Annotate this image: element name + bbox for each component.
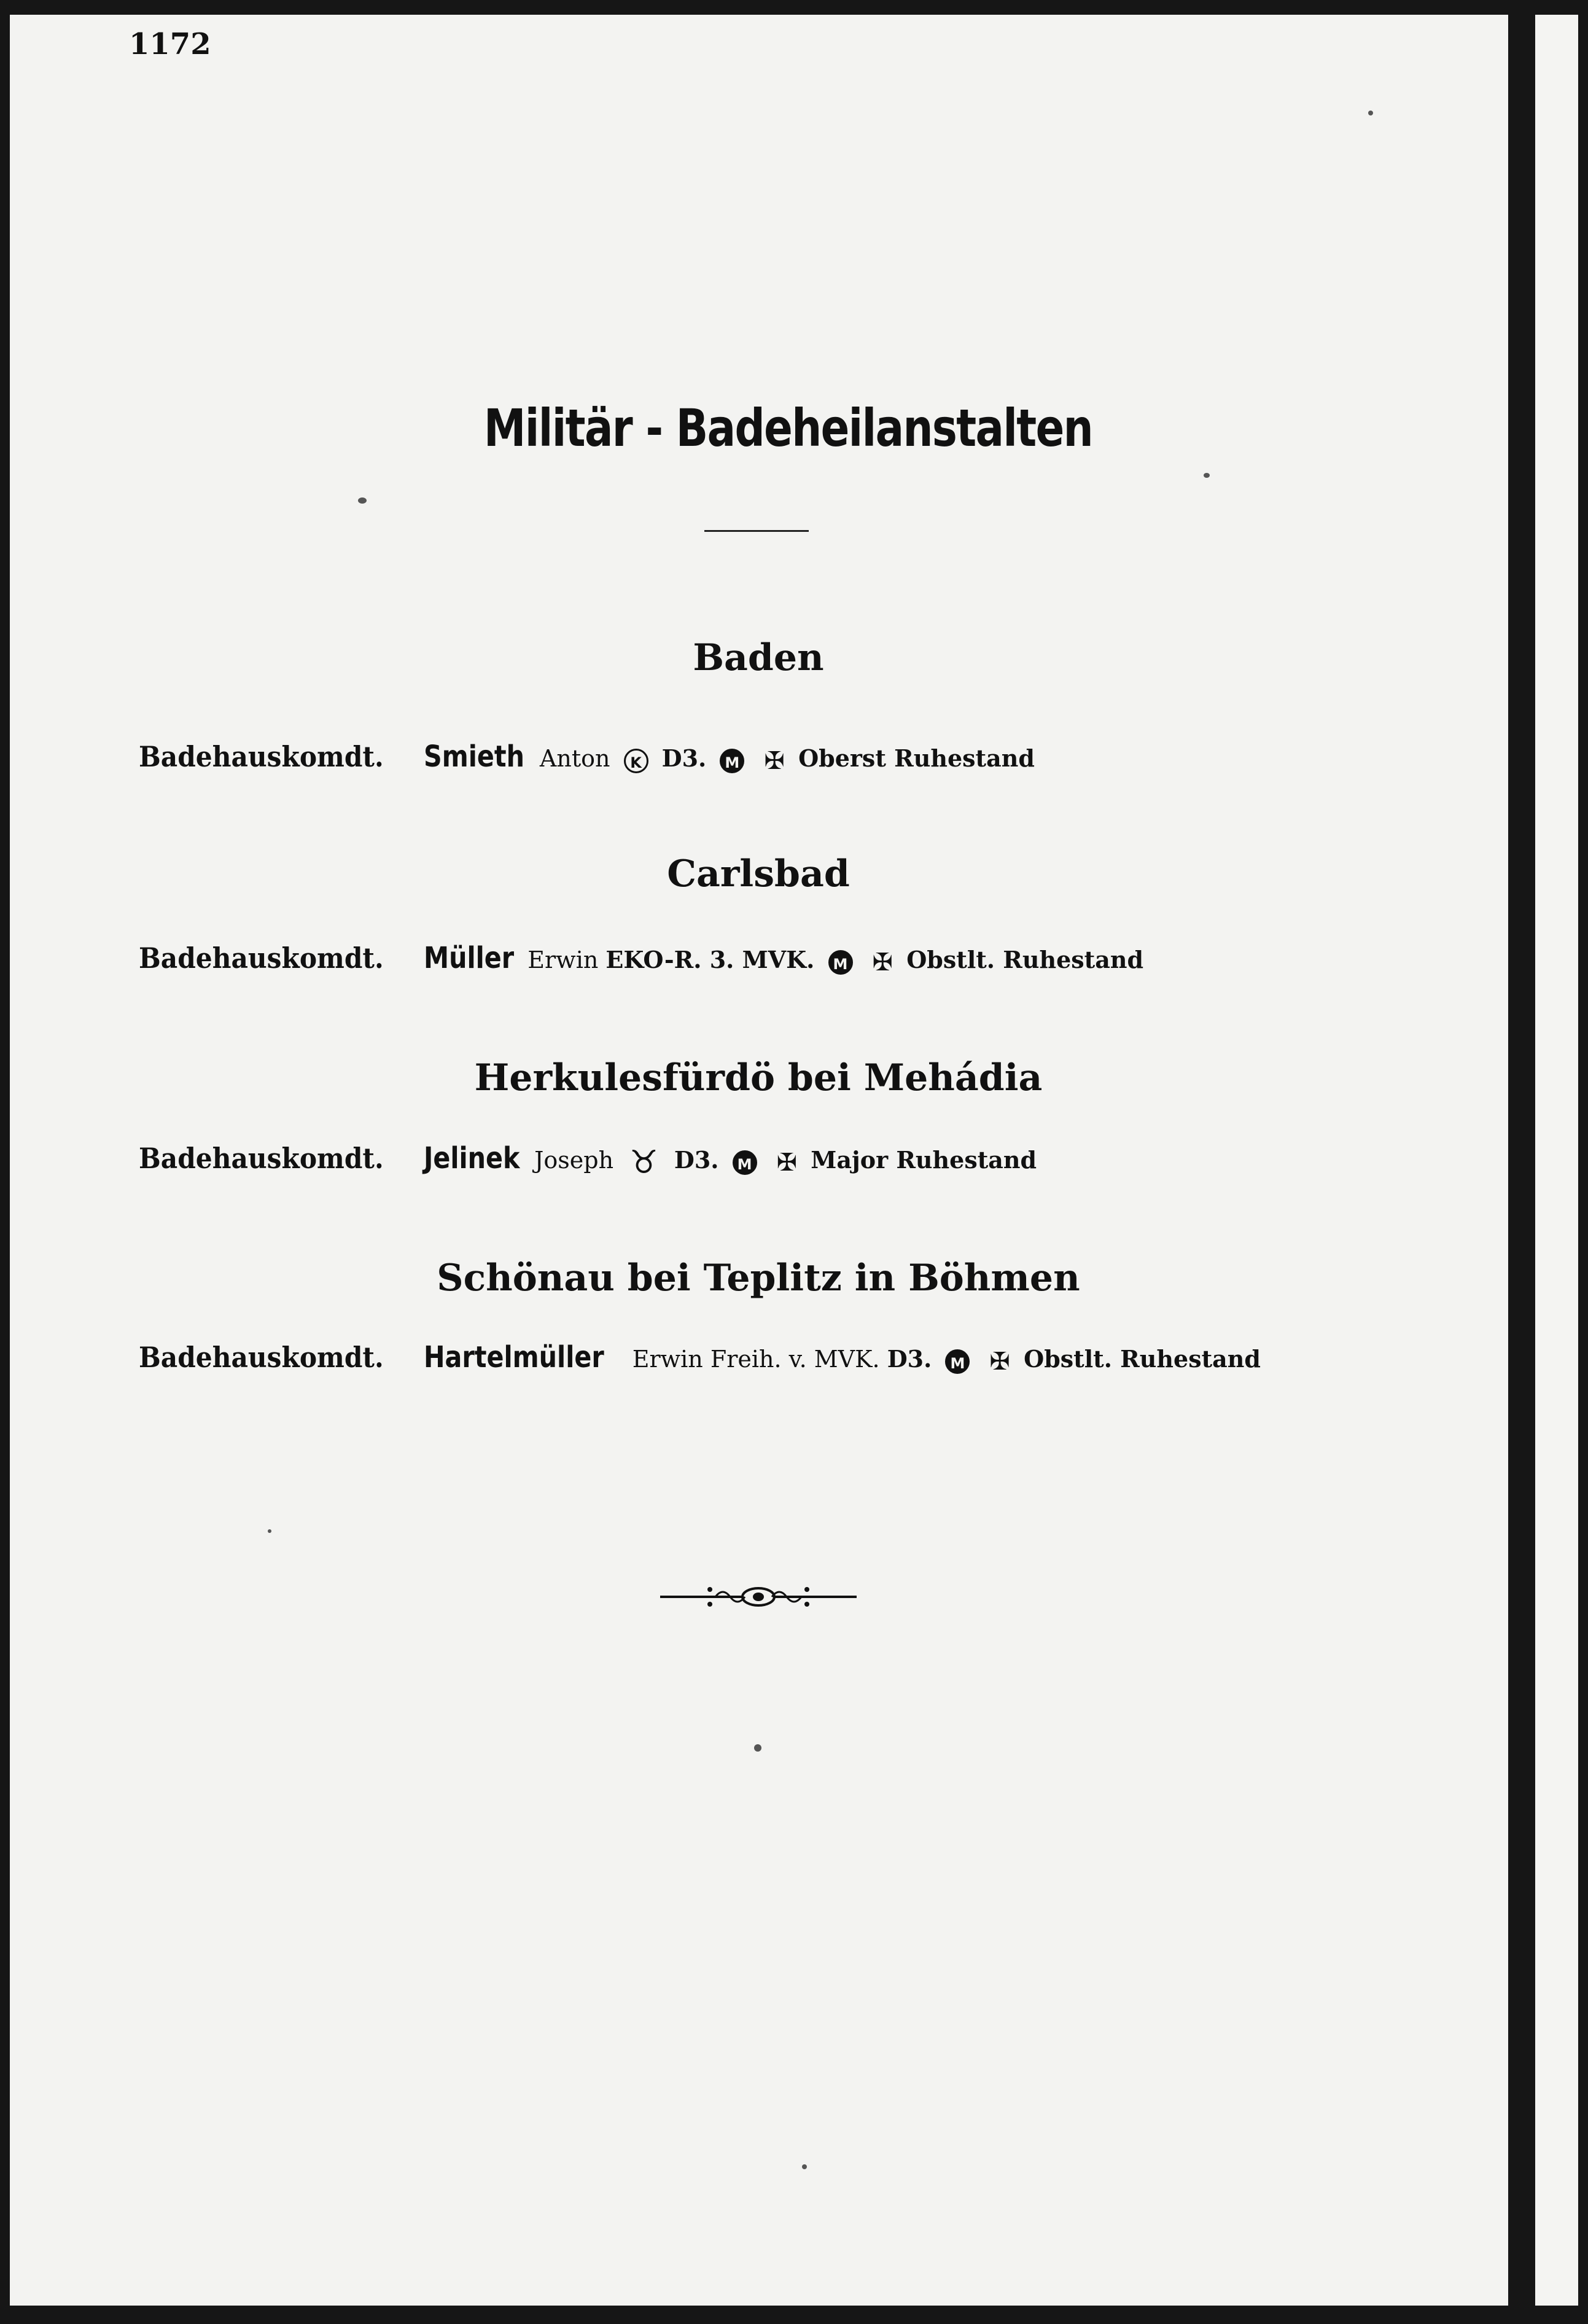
entry-decorations: EKO-R. 3. MVK. [605, 946, 815, 973]
entry-carlsbad [139, 943, 1143, 975]
scan-speck [1204, 473, 1210, 478]
ornamental-divider-icon [657, 1578, 860, 1615]
entry-role: Badehauskomdt. [139, 740, 384, 773]
entry-baden [139, 739, 1035, 775]
scan-speck [1368, 111, 1373, 115]
entry-role: Badehauskomdt. [139, 1341, 384, 1374]
entry-herkulesfurdo [139, 1141, 1037, 1181]
scan-speck [268, 1529, 271, 1533]
entry-rank: Obstlt. Ruhestand [906, 946, 1144, 973]
page-number: 1172 [129, 27, 211, 61]
section-heading-herkulesfurdo: Herkulesfürdö bei Mehádia [474, 1056, 1043, 1099]
scan-speck [358, 497, 367, 504]
section-heading-schoenau: Schönau bei Teplitz in Böhmen [437, 1257, 1080, 1300]
entry-given-name: Joseph [534, 1147, 614, 1174]
entry-rank: Oberst Ruhestand [798, 744, 1035, 772]
entry-role: Badehauskomdt. [139, 1142, 384, 1175]
entry-given-name: Anton [539, 745, 610, 772]
entry-decorations: D3. [674, 1146, 719, 1174]
entry-decorations: D3. [887, 1345, 932, 1373]
entry-schoenau [139, 1340, 1261, 1376]
title-divider [704, 530, 809, 532]
circled-m-icon: M [733, 1150, 757, 1175]
entry-surname: Jelinek [424, 1141, 520, 1176]
section-heading-carlsbad: Carlsbad [667, 852, 850, 895]
entry-surname: Hartelmüller [424, 1340, 604, 1375]
entry-rank: Major Ruhestand [811, 1146, 1037, 1174]
entry-decorations: D3. [661, 744, 707, 772]
page-title: Militär - Badeheilanstalten [483, 398, 1093, 458]
adjacent-page-edge [1535, 15, 1578, 2306]
scan-speck [802, 2164, 807, 2169]
entry-surname: Müller [424, 941, 515, 975]
circled-m-icon: M [945, 1349, 970, 1374]
entry-given-name: Erwin [527, 946, 599, 973]
medal-icon: ♉ [629, 1144, 658, 1181]
entry-role: Badehauskomdt. [139, 942, 384, 975]
cross-pattee-icon: ✠ [776, 1148, 798, 1177]
cross-pattee-icon: ✠ [989, 1347, 1011, 1376]
circled-m-icon: M [720, 749, 744, 773]
entry-surname: Smieth [424, 739, 525, 774]
cross-pattee-icon: ✠ [764, 746, 785, 775]
scan-speck [754, 1744, 761, 1752]
entry-rank: Obstlt. Ruhestand [1024, 1345, 1261, 1373]
entry-given-name: Erwin Freih. v. MVK. [632, 1346, 880, 1373]
circled-k-icon: K [624, 749, 648, 773]
cross-pattee-icon: ✠ [872, 948, 893, 977]
section-heading-baden: Baden [693, 636, 824, 679]
circled-m-icon: M [828, 950, 853, 975]
